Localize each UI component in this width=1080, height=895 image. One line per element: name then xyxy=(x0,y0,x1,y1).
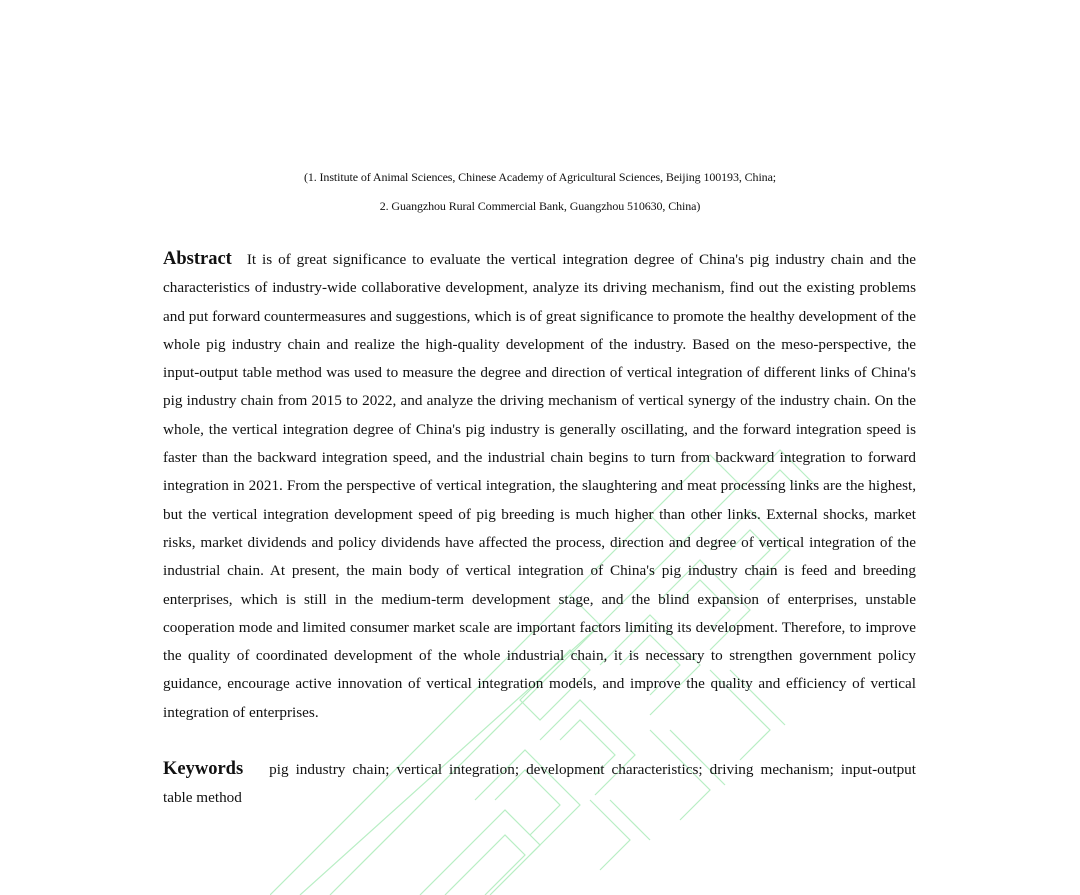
affiliation-line-1: (1. Institute of Animal Sciences, Chinese Academy of Agricultural Sciences, Beijing 100193, China; xyxy=(303,170,777,184)
keywords-paragraph xyxy=(163,755,916,813)
affiliations xyxy=(0,163,1080,221)
abstract-label: Abstract xyxy=(163,249,232,269)
abstract-paragraph xyxy=(163,245,916,727)
keywords-label: Keywords xyxy=(163,759,244,779)
affiliation-line-2: 2. Guangzhou Rural Commercial Bank, Guangzhou 510630, China) xyxy=(379,199,701,213)
abstract-text: It is of great significance to evaluate the vertical integration degree of China's pig industry chain and the characteristics of industry-wide collaborative development, analyze its driving mechanism, find out the existing problems and put forward countermeasures and suggestions, which is of great significance to promote the healthy development of the whole pig industry chain and realize the high-quality development of the industry. Based on the meso-perspective, the input-output table method was used to measure the degree and direction of vertical integration of different links of China's pig industry chain from 2015 to 2022, and analyze the driving mechanism of vertical synergy of the industry chain. On the whole, the vertical integration degree of China's pig industry is generally oscillating, and the forward integration speed is faster than the backward integration speed, and the industrial chain begins to turn from backward integration to forward integration in 2021. From the perspective of vertical integration, the slaughtering and meat processing links are the highest, but the vertical integration development speed of pig breeding is much higher than other links. External shocks, market risks, market dividends and policy dividends have affected the process, direction and degree of vertical integration of the industrial chain. At present, the main body of vertical integration of China's pig industry chain is feed and breeding enterprises, which is still in the medium-term development stage, and the blind expansion of enterprises, unstable cooperation mode and limited consumer market scale are important factors limiting its development. Therefore, to improve the quality of coordinated development of the whole industrial chain, it is necessary to strengthen government policy guidance, encourage active innovation of vertical integration models, and improve the quality and efficiency of vertical integration of enterprises. xyxy=(163,251,916,721)
keywords-text: pig industry chain; vertical integration; development characteristics; driving mechanism; input-output table method xyxy=(163,761,916,807)
